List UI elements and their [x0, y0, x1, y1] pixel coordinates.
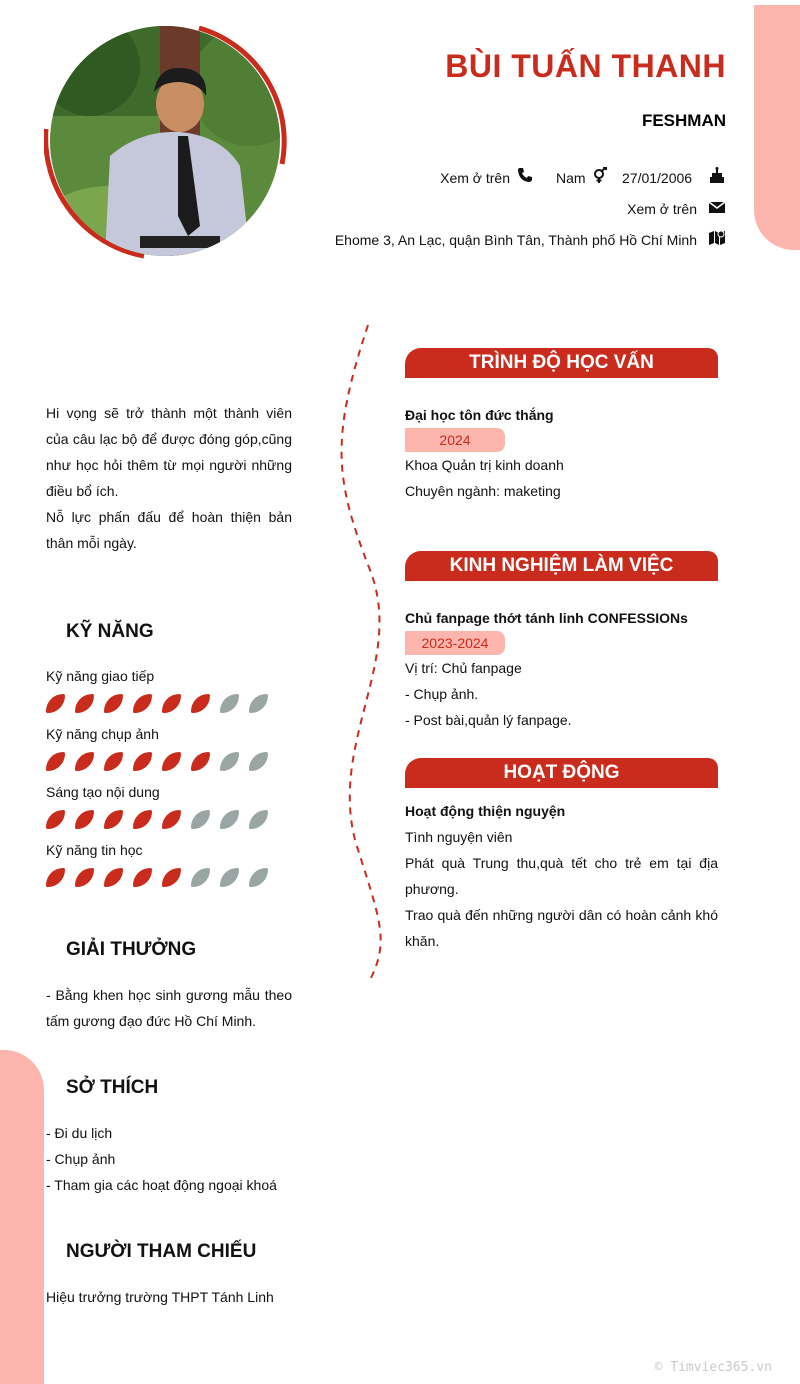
candidate-position: FESHMAN	[641, 111, 726, 130]
skills-title: KỸ NĂNG	[66, 621, 154, 642]
education-title: TRÌNH ĐỘ HỌC VẤN	[405, 348, 718, 378]
activities-org: Hoạt động thiện nguyện	[405, 803, 566, 819]
map-icon	[709, 229, 725, 245]
skill-name: Kỹ năng tin học	[46, 842, 143, 858]
skill-leaf-filled	[191, 752, 210, 771]
skill-leaf-filled	[46, 868, 65, 887]
skill-leaf-empty	[191, 810, 210, 829]
activities-title: HOẠT ĐỘNG	[405, 758, 718, 788]
skill-leaf-filled	[104, 868, 123, 887]
skill-leaf-filled	[162, 752, 181, 771]
experience-line: - Chụp ảnh.	[405, 686, 479, 702]
skill-leaf-filled	[104, 694, 123, 713]
skill-leaf-filled	[75, 694, 94, 713]
activity-line: Tình nguyện viên	[405, 829, 513, 845]
skill-leaf-filled	[75, 810, 94, 829]
skill-name: Kỹ năng giao tiếp	[46, 668, 155, 684]
experience-period: 2023-2024	[405, 631, 505, 655]
education-details	[405, 452, 564, 504]
education-faculty: Khoa Quản trị kinh doanh	[405, 457, 564, 473]
decor-shape-top-right	[754, 5, 800, 250]
skill-leaf-empty	[220, 810, 239, 829]
skill-leaf-filled	[133, 810, 152, 829]
decor-shape-bottom-left	[0, 1050, 44, 1384]
skill-leaf-empty	[249, 752, 268, 771]
education-major: Chuyên ngành: maketing	[405, 483, 561, 499]
gender-value: Nam	[556, 170, 586, 186]
education-school: Đại học tôn đức thắng	[405, 407, 554, 423]
awards-text: - Bằng khen học sinh gương mẫu theo tấm gương đạo đức Hồ Chí Minh.	[46, 987, 292, 1029]
hobby-item: - Chụp ảnh	[46, 1151, 116, 1167]
activity-line: Trao quà đến những người dân có hoàn cảnh khó khăn.	[405, 907, 718, 949]
skill-leaf-empty	[220, 868, 239, 887]
skill-leaf-filled	[46, 810, 65, 829]
skill-leaf-filled	[162, 868, 181, 887]
experience-title: KINH NGHIỆM LÀM VIỆC	[405, 551, 718, 581]
skill-rating	[46, 868, 268, 887]
watermark: © Timviec365.vn	[654, 1360, 772, 1375]
skill-rating	[46, 752, 268, 771]
activities-details	[405, 824, 718, 954]
awards-title: GIẢI THƯỞNG	[66, 939, 197, 960]
skill-leaf-filled	[133, 752, 152, 771]
references-text: Hiệu trưởng trường THPT Tánh Linh	[46, 1289, 274, 1305]
skill-leaf-empty	[191, 868, 210, 887]
skill-leaf-filled	[133, 868, 152, 887]
skill-leaf-filled	[133, 694, 152, 713]
skill-leaf-empty	[249, 694, 268, 713]
objective-line: Nỗ lực phấn đấu để hoàn thiện bản thân mỗi ngày.	[46, 509, 292, 551]
skill-leaf-filled	[104, 810, 123, 829]
skill-leaf-filled	[162, 810, 181, 829]
references-title: NGƯỜI THAM CHIẾU	[66, 1241, 257, 1262]
skill-leaf-filled	[162, 694, 181, 713]
phone-icon	[517, 167, 533, 183]
hobbies-title: SỞ THÍCH	[66, 1077, 159, 1098]
gender-icon	[592, 167, 608, 183]
education-year: 2024	[405, 428, 505, 452]
candidate-name: BÙI TUẤN THANH	[445, 48, 726, 84]
activity-line: Phát quà Trung thu,quà tết cho trẻ em tại địa phương.	[405, 855, 718, 897]
skill-leaf-filled	[46, 752, 65, 771]
skill-leaf-empty	[220, 752, 239, 771]
profile-photo	[50, 26, 280, 256]
phone-contact	[440, 170, 510, 186]
cake-icon	[709, 167, 725, 183]
email-value: Xem ở trên	[627, 201, 697, 217]
section-divider	[330, 320, 400, 985]
skill-leaf-filled	[104, 752, 123, 771]
avatar	[44, 24, 288, 264]
hobby-item: - Tham gia các hoạt động ngoại khoá	[46, 1177, 277, 1193]
experience-line: Vị trí: Chủ fanpage	[405, 660, 522, 676]
skill-rating	[46, 694, 268, 713]
objective-line: Hi vọng sẽ trở thành một thành viên của câu lạc bộ để được đóng góp,cũng như học hỏi thêm từ mọi người những điều bổ ích.	[46, 405, 292, 499]
skill-leaf-empty	[249, 868, 268, 887]
experience-line: - Post bài,quản lý fanpage.	[405, 712, 572, 728]
skill-name: Kỹ năng chụp ảnh	[46, 726, 159, 742]
envelope-icon	[709, 199, 725, 215]
skill-leaf-filled	[75, 868, 94, 887]
birthday-value: 27/01/2006	[622, 170, 693, 186]
skill-leaf-filled	[75, 752, 94, 771]
address-value: Ehome 3, An Lạc, quận Bình Tân, Thành phố Hồ Chí Minh	[334, 232, 697, 248]
phone-value: Xem ở trên	[440, 170, 510, 186]
skill-leaf-filled	[46, 694, 65, 713]
skill-rating	[46, 810, 268, 829]
skill-leaf-filled	[191, 694, 210, 713]
skill-leaf-empty	[220, 694, 239, 713]
experience-org: Chủ fanpage thớt tánh linh CONFESSIONs	[405, 610, 688, 626]
hobby-item: - Đi du lịch	[46, 1125, 113, 1141]
career-objective	[46, 400, 292, 556]
experience-details	[405, 655, 572, 733]
skill-name: Sáng tạo nội dung	[46, 784, 160, 800]
hobbies-list	[46, 1120, 277, 1198]
skill-leaf-empty	[249, 810, 268, 829]
